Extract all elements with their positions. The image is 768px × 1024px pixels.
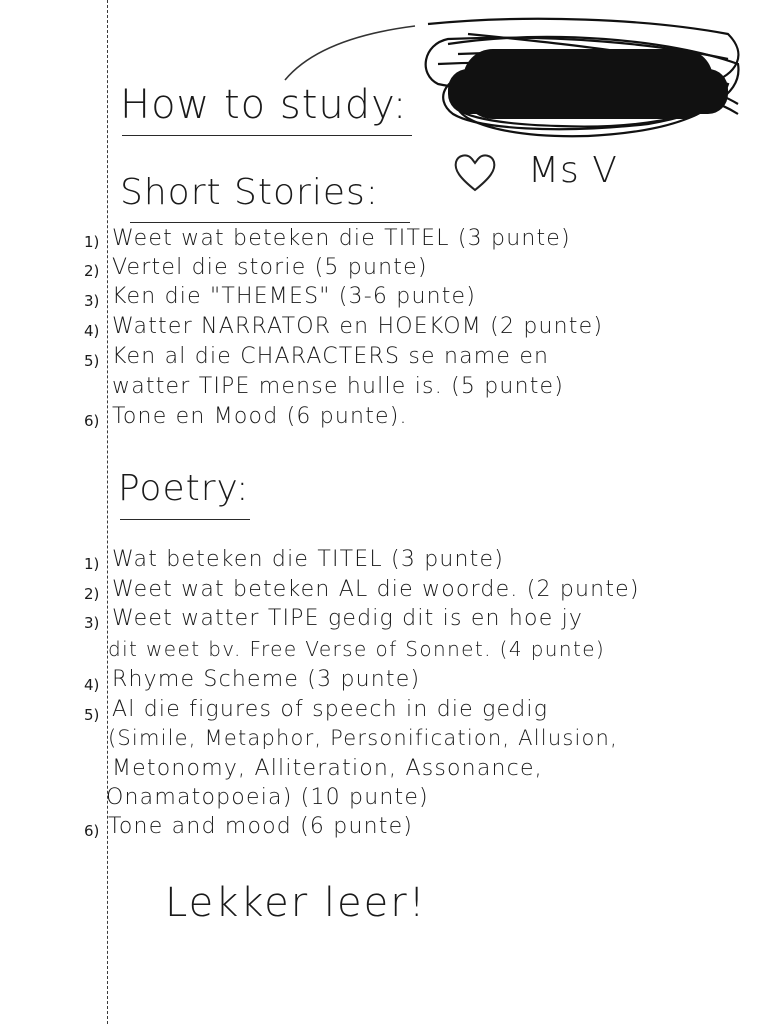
title-underline <box>122 135 412 136</box>
list-item-continuation: Onamatopoeia) (10 punte) <box>106 785 429 810</box>
list-item: Weet wat beteken die TITEL (3 punte) <box>112 226 571 251</box>
list-item: Vertel die storie (5 punte) <box>112 255 428 280</box>
list-number: 2) <box>84 262 100 280</box>
list-number: 5) <box>84 706 100 724</box>
list-number: 6) <box>84 412 100 430</box>
list-item: Wat beteken die TITEL (3 punte) <box>112 547 505 572</box>
poetry-underline <box>120 519 250 520</box>
heart-icon <box>452 150 498 196</box>
list-number: 1) <box>84 233 100 251</box>
list-item-continuation: (Simile, Metaphor, Personification, Allusion, <box>108 726 618 750</box>
poetry-heading: Poetry: <box>118 468 250 509</box>
list-item-continuation: watter TIPE mense hulle is. (5 punte) <box>112 374 565 399</box>
signature: Ms V <box>528 150 618 191</box>
list-number: 2) <box>84 585 100 603</box>
list-item: Al die figures of speech in die gedig <box>112 697 549 722</box>
list-item: Tone en Mood (6 punte). <box>112 404 408 429</box>
pen-stroke-arc <box>280 18 420 88</box>
list-item-continuation: dit weet bv. Free Verse of Sonnet. (4 punte) <box>108 637 606 661</box>
redacted-scribble <box>408 14 748 144</box>
list-item: Watter NARRATOR en HOEKOM (2 punte) <box>112 314 604 339</box>
list-item: Weet watter TIPE gedig dit is en hoe jy <box>112 606 584 631</box>
list-item: Ken al die CHARACTERS se name en <box>112 344 550 369</box>
list-item: Weet wat beteken AL die woorde. (2 punte) <box>112 577 640 602</box>
list-item-continuation: Metonomy, Alliteration, Assonance, <box>112 756 543 781</box>
list-number: 4) <box>84 676 100 694</box>
list-item: Tone and mood (6 punte) <box>108 814 414 839</box>
list-number: 6) <box>84 822 100 840</box>
list-item: Ken die "THEMES" (3-6 punte) <box>112 284 477 309</box>
margin-line <box>107 0 108 1024</box>
short-stories-underline <box>130 222 410 223</box>
list-item: Rhyme Scheme (3 punte) <box>112 667 421 692</box>
short-stories-heading: Short Stories: <box>120 172 379 213</box>
list-number: 3) <box>84 292 100 310</box>
note-title: How to study: <box>120 82 408 128</box>
list-number: 3) <box>84 614 100 632</box>
list-number: 1) <box>84 555 100 573</box>
signoff: Lekker leer! <box>165 880 427 926</box>
list-number: 4) <box>84 322 100 340</box>
list-number: 5) <box>84 352 100 370</box>
